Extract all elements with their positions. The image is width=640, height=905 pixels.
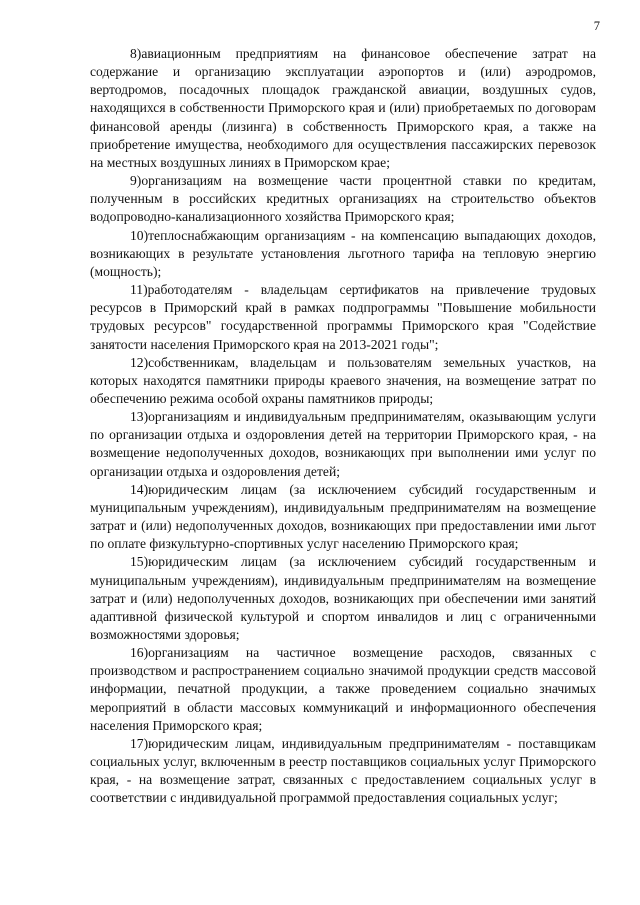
- paragraph-item-15: 15)юридическим лицам (за исключением субсидий государственным и муниципальным учреждениям), индивидуальным предпринимателям на возмещение затрат и (или) недополученных доходов, возникающих при обеспечении ими занятий адаптивной физической культурой и спортом инвалидов и лиц с ограниченными возможностями здоровья;: [90, 554, 596, 642]
- paragraph-item-11: 11)работодателям - владельцам сертификатов на привлечение трудовых ресурсов в Приморский край в рамках подпрограммы "Повышение мобильности трудовых ресурсов" государственной программы Приморского края "Содействие занятости населения Приморского края на 2013-2021 годы";: [90, 282, 596, 352]
- paragraph-item-16: 16)организациям на частичное возмещение расходов, связанных с производством и распространением социально значимой продукции средств массовой информации, печатной продукции, а также проведением социально значимых мероприятий в области массовых коммуникаций и информационного обеспечения населения Приморского края;: [90, 645, 596, 733]
- paragraph-item-14: 14)юридическим лицам (за исключением субсидий государственным и муниципальным учреждениям), индивидуальным предпринимателям на возмещение затрат и (или) недополученных доходов, возникающих при предоставлении ими льгот по оплате физкультурно-спортивных услуг населению Приморского края;: [90, 481, 596, 552]
- paragraph-item-10: 10)теплоснабжающим организациям - на компенсацию выпадающих доходов, возникающих в результате установления льготного тарифа на тепловую энергию (мощность);: [90, 227, 596, 279]
- paragraph-item-9: 9)организациям на возмещение части процентной ставки по кредитам, полученным в российских кредитных организациях на строительство объектов водопроводно-канализационного хозяйства Приморского края;: [90, 173, 596, 225]
- paragraph-item-8: 8)авиационным предприятиям на финансовое обеспечение затрат на содержание и организацию эксплуатации аэропортов и (или) аэродромов, вертодромов, посадочных площадок гражданской авиации, воздушных судов, находящихся в собственности Приморского края и (или) приобретаемых по договорам финансовой аренды (лизинга) в собственность Приморского края, а также на приобретение имущества, необходимого для осуществления пассажирских перевозок на местных воздушных линиях в Приморском крае;: [90, 46, 596, 170]
- paragraph-item-12: 12)собственникам, владельцам и пользователям земельных участков, на которых находятся памятники природы краевого значения, на возмещение затрат по обеспечению режима особой охраны памятников природы;: [90, 354, 596, 406]
- paragraph-item-17: 17)юридическим лицам, индивидуальным предпринимателям - поставщикам социальных услуг, включенным в реестр поставщиков социальных услуг Приморского края, - на возмещение затрат, связанных с предоставлением социальных услуг в соответствии с индивидуальной программой предоставления социальных услуг;: [90, 735, 596, 806]
- document-body: [90, 45, 596, 808]
- paragraph-item-13: 13)организациям и индивидуальным предпринимателям, оказывающим услуги по организации отдыха и оздоровления детей на территории Приморского края, - на возмещение недополученных доходов, возникающих при выполнении ими услуг по организации отдыха и оздоровления детей;: [90, 409, 596, 479]
- page-number: 7: [593, 19, 600, 33]
